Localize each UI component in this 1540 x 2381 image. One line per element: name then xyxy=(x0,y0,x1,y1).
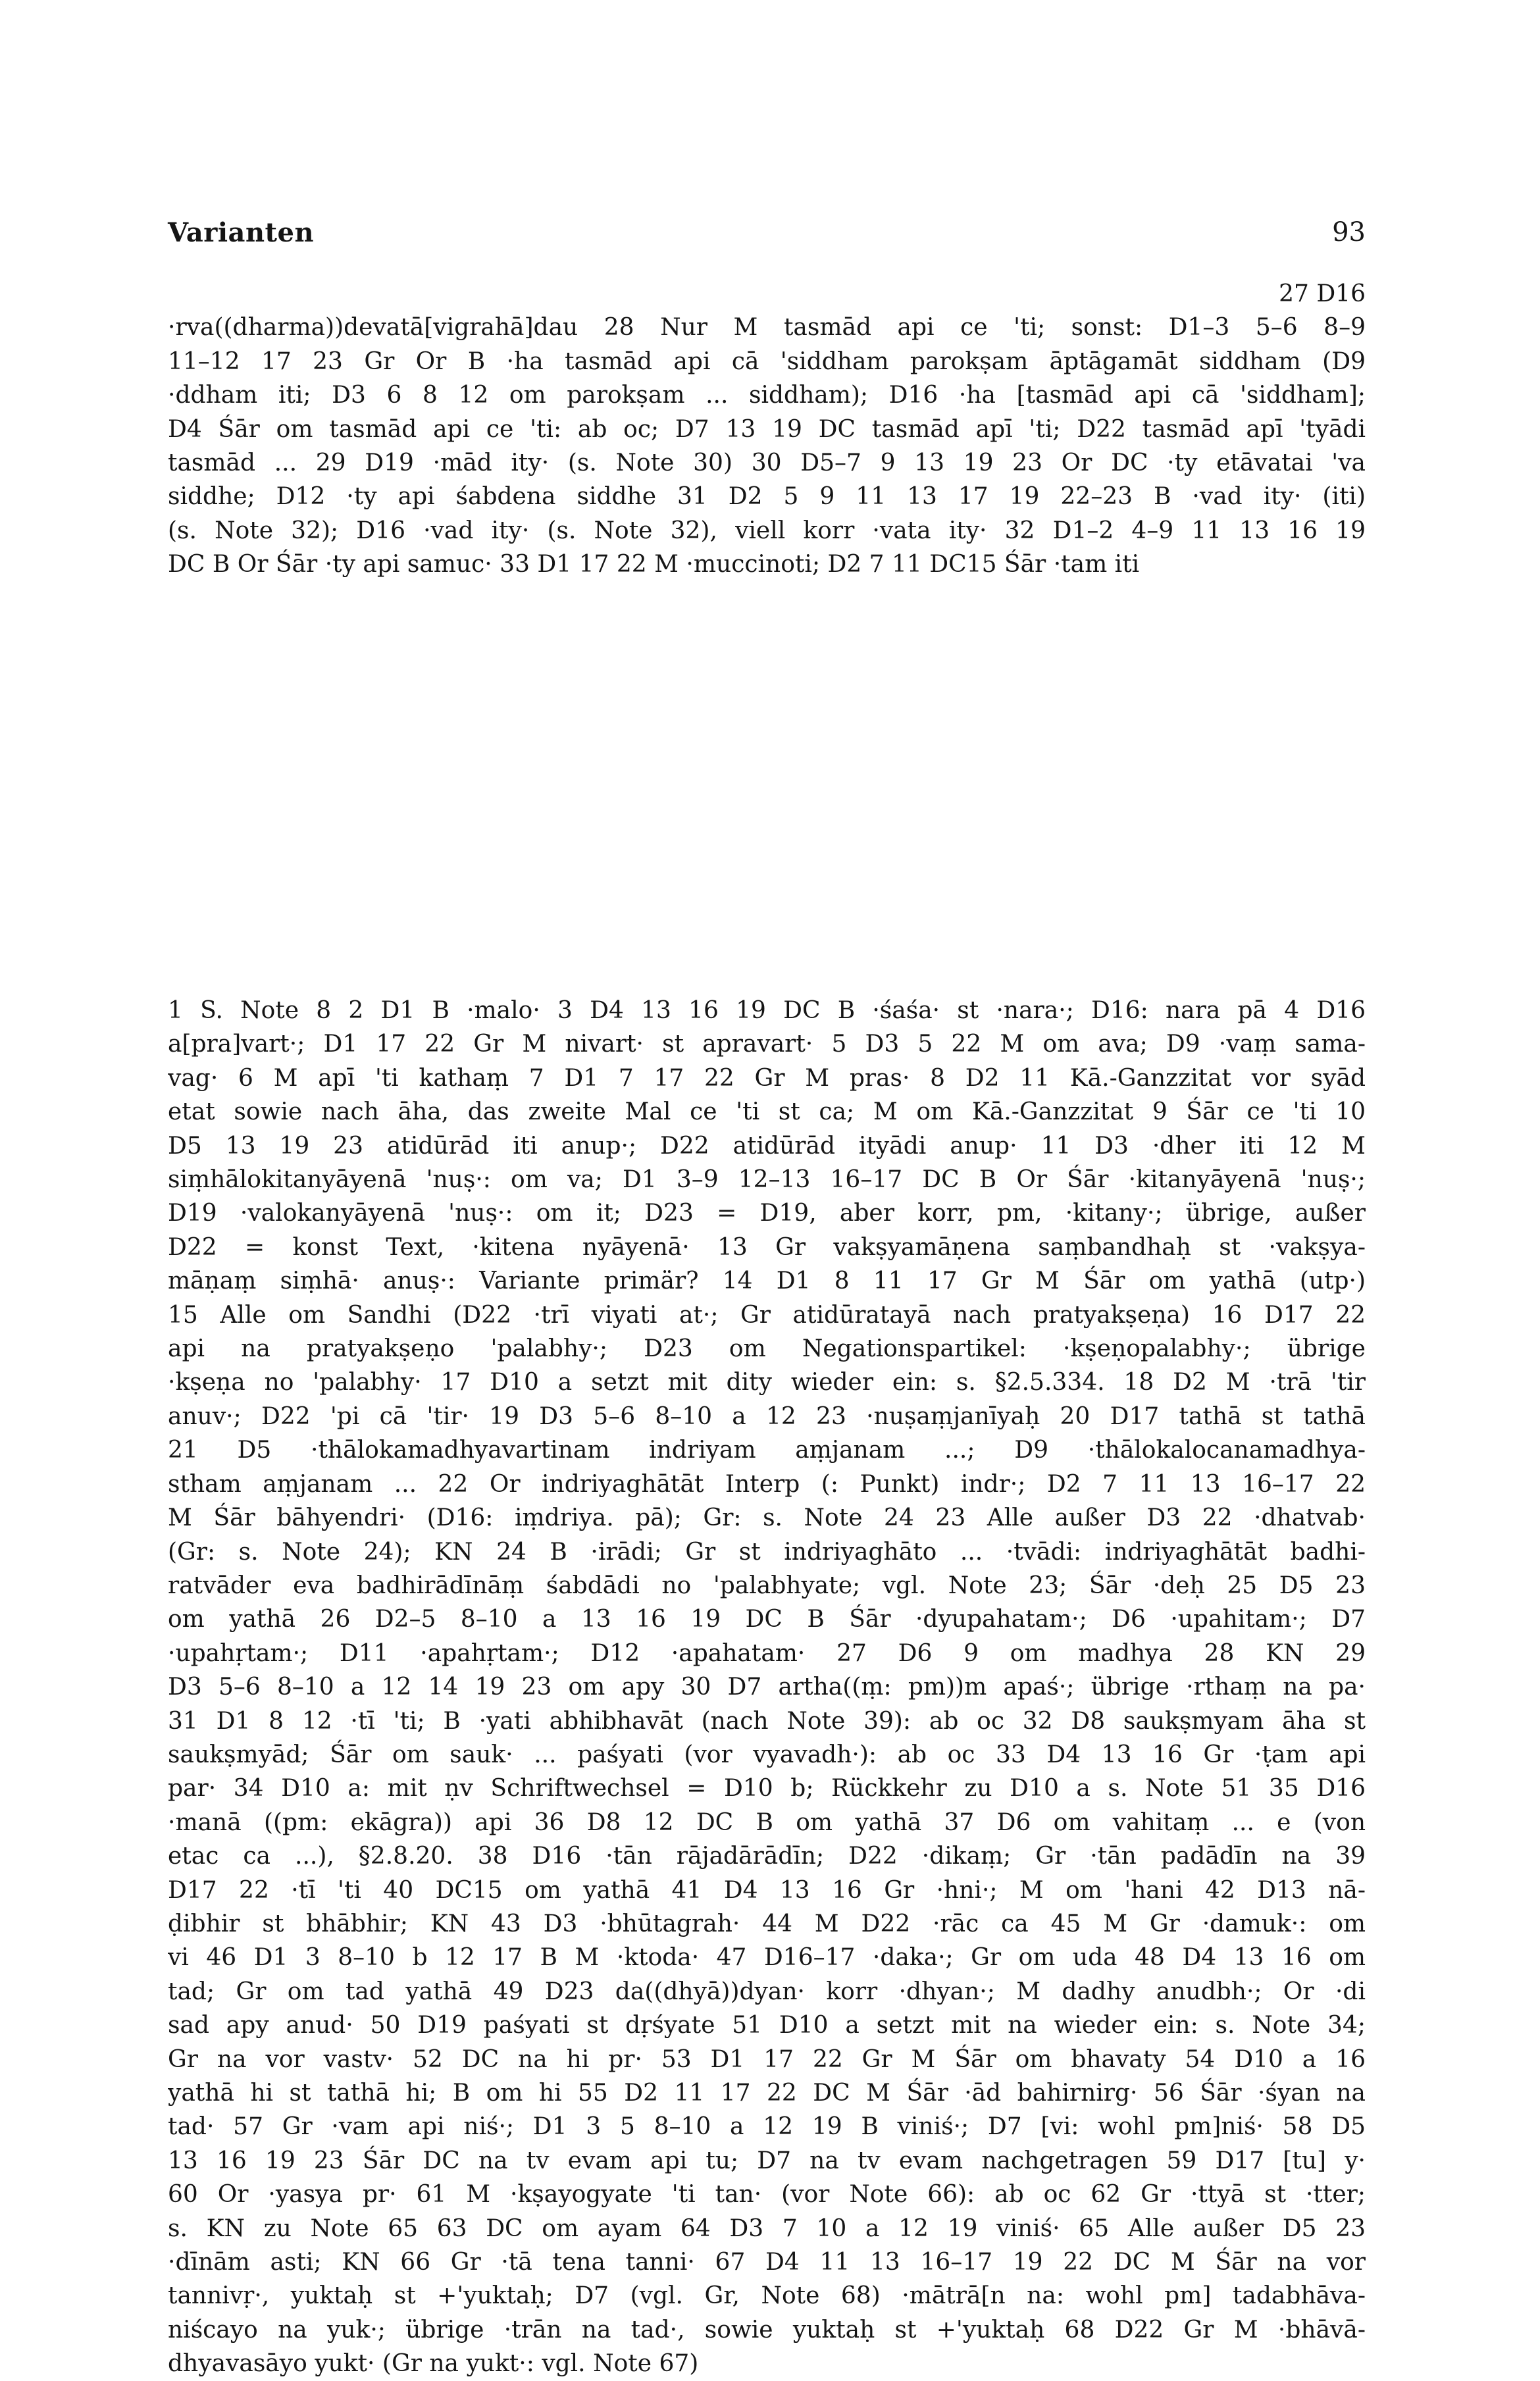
apparatus-line: Gr na vor vastv· 52 DC na hi pr· 53 D1 17 22 Gr M Śār om bhavaty 54 D10 a 16 xyxy=(168,2045,1366,2073)
apparatus-line: siddhe; D12 ·ty api śabdena siddhe 31 D2 5 9 11 13 17 19 22–23 B ·vad ity· (iti) xyxy=(168,483,1366,511)
apparatus-line: s. KN zu Note 65 63 DC om ayam 64 D3 7 10 a 12 19 viniś· 65 Alle außer D5 23 xyxy=(168,2215,1366,2242)
apparatus-line: ·rva((dharma))devatā[vigrahā]dau 28 Nur M tasmād api ce 'ti; sonst: D1–3 5–6 8–9 xyxy=(168,314,1366,342)
apparatus-line: yathā hi st tathā hi; B om hi 55 D2 11 17 22 DC M Śār ·ād bahirnirg· 56 Śār ·śyan na xyxy=(168,2080,1366,2107)
apparatus-line: tad· 57 Gr ·vam api niś·; D1 3 5 8–10 a 12 19 B viniś·; D7 [vi: wohl pm]niś· 58 D5 xyxy=(168,2113,1366,2141)
page-number: 93 xyxy=(1332,217,1366,247)
apparatus-line: stham aṃjanam ... 22 Or indriyaghātāt Interp (: Punkt) indr·; D2 7 11 13 16–17 22 xyxy=(168,1470,1366,1498)
apparatus-line: sad apy anud· 50 D19 paśyati st dṛśyate 51 D10 a setzt mit na wieder ein: s. Note 34; xyxy=(168,2012,1366,2039)
apparatus-line: tannivṛ·, yuktaḥ st +'yuktaḥ; D7 (vgl. Gr, Note 68) ·mātrā[n na: wohl pm] tadabhāva- xyxy=(168,2282,1366,2310)
apparatus-line: D22 = konst Text, ·kitena nyāyenā· 13 Gr vakṣyamāṇena saṃbandhaḥ st ·vakṣya- xyxy=(168,1233,1366,1261)
apparatus-line: 15 Alle om Sandhi (D22 ·trī viyati at·; Gr atidūratayā nach pratyakṣeṇa) 16 D17 22 xyxy=(168,1301,1366,1329)
apparatus-line: om yathā 26 D2–5 8–10 a 13 16 19 DC B Śār ·dyupahatam·; D6 ·upahitam·; D7 xyxy=(168,1606,1366,1633)
apparatus-line: DC B Or Śār ·ty api samuc· 33 D1 17 22 M ·muccinoti; D2 7 11 DC15 Śār ·tam iti xyxy=(168,551,1140,578)
apparatus-line: 21 D5 ·thālokamadhyavartinam indriyam aṃjanam ...; D9 ·thālokalocanamadhya- xyxy=(168,1437,1366,1464)
apparatus-line: a[pra]vart·; D1 17 22 Gr M nivart· st apravart· 5 D3 5 22 M om ava; D9 ·vaṃ sama- xyxy=(168,1031,1366,1058)
apparatus-line: niścayo na yuk·; übrige ·trān na tad·, sowie yuktaḥ st +'yuktaḥ 68 D22 Gr M ·bhāvā- xyxy=(168,2316,1366,2343)
apparatus-line: ḍibhir st bhābhir; KN 43 D3 ·bhūtagrah· 44 M D22 ·rāc ca 45 M Gr ·damuk·: om xyxy=(168,1910,1366,1937)
apparatus-line: etat sowie nach āha, das zweite Mal ce 'ti st ca; M om Kā.-Ganzzitat 9 Śār ce 'ti 10 xyxy=(168,1098,1366,1126)
apparatus-line: etac ca ...), §2.8.20. 38 D16 ·tān rājadārādīn; D22 ·dikaṃ; Gr ·tān padādīn na 39 xyxy=(168,1843,1366,1870)
apparatus-line: saukṣmyād; Śār om sauk· ... paśyati (vor vyavadh·): ab oc 33 D4 13 16 Gr ·ṭam api xyxy=(168,1741,1366,1768)
apparatus-line: vi 46 D1 3 8–10 b 12 17 B M ·ktoda· 47 D16–17 ·daka·; Gr om uda 48 D4 13 16 om xyxy=(168,1944,1366,1972)
apparatus-line: ·ddham iti; D3 6 8 12 om parokṣam ... siddham); D16 ·ha [tasmād api cā 'siddham]; xyxy=(168,382,1366,409)
apparatus-line: 27 D16 xyxy=(1279,280,1366,307)
apparatus-line: māṇaṃ siṃhā· anuṣ·: Variante primär? 14 D1 8 11 17 Gr M Śār om yathā (utp·) xyxy=(168,1267,1366,1295)
apparatus-line: api na pratyakṣeṇo 'palabhy·; D23 om Negationspartikel: ·kṣeṇopalabhy·; übrige xyxy=(168,1335,1366,1363)
apparatus-line: D5 13 19 23 atidūrād iti anup·; D22 atidūrād ityādi anup· 11 D3 ·dher iti 12 M xyxy=(168,1132,1366,1160)
page-header xyxy=(168,217,1366,257)
apparatus-line: M Śār bāhyendri· (D16: iṃdriya. pā); Gr: s. Note 24 23 Alle außer D3 22 ·dhatvab· xyxy=(168,1504,1366,1532)
apparatus-line: dhyavasāyo yukt· (Gr na yukt·: vgl. Note 67) xyxy=(168,2350,699,2378)
apparatus-line: vag· 6 M apī 'ti kathaṃ 7 D1 7 17 22 Gr M pras· 8 D2 11 Kā.-Ganzzitat vor syād xyxy=(168,1064,1366,1092)
apparatus-line: tasmād ... 29 D19 ·mād ity· (s. Note 30) 30 D5–7 9 13 19 23 Or DC ·ty etāvatai 'va xyxy=(168,449,1366,477)
apparatus-line: 1 S. Note 8 2 D1 B ·malo· 3 D4 13 16 19 DC B ·śaśa· st ·nara·; D16: nara pā 4 D16 xyxy=(168,997,1366,1024)
apparatus-line: par· 34 D10 a: mit ṇv Schriftwechsel = D10 b; Rückkehr zu D10 a s. Note 51 35 D16 xyxy=(168,1775,1366,1803)
apparatus-line: D3 5–6 8–10 a 12 14 19 23 om apy 30 D7 artha((ṃ: pm))m apaś·; übrige ·rthaṃ na pa· xyxy=(168,1674,1366,1701)
apparatus-line: siṃhālokitanyāyenā 'nuṣ·: om va; D1 3–9 12–13 16–17 DC B Or Śār ·kitanyāyenā 'nuṣ·; xyxy=(168,1166,1366,1194)
apparatus-line: D4 Śār om tasmād api ce 'ti: ab oc; D7 13 19 DC tasmād apī 'ti; D22 tasmād apī 'tyādi xyxy=(168,415,1366,443)
apparatus-line: ·kṣeṇa no 'palabhy· 17 D10 a setzt mit dity wieder ein: s. §2.5.334. 18 D2 M ·trā 'tir xyxy=(168,1369,1366,1396)
apparatus-line: (s. Note 32); D16 ·vad ity· (s. Note 32), viell korr ·vata ity· 32 D1–2 4–9 11 13 16 19 xyxy=(168,517,1366,544)
apparatus-line: 60 Or ·yasya pr· 61 M ·kṣayogyate 'ti tan· (vor Note 66): ab oc 62 Gr ·ttyā st ·tter; xyxy=(168,2181,1366,2209)
apparatus-line: anuv·; D22 'pi cā 'tir· 19 D3 5–6 8–10 a 12 23 ·nuṣaṃjanīyaḥ 20 D17 tathā st tathā xyxy=(168,1402,1366,1430)
apparatus-line: ratvāder eva badhirādīnāṃ śabdādi no 'palabhyate; vgl. Note 23; Śār ·deḥ 25 D5 23 xyxy=(168,1572,1366,1599)
apparatus-line: D17 22 ·tī 'ti 40 DC15 om yathā 41 D4 13 16 Gr ·hni·; M om 'hani 42 D13 nā- xyxy=(168,1876,1366,1904)
apparatus-line: D19 ·valokanyāyenā 'nuṣ·: om it; D23 = D19, aber korr, pm, ·kitany·; übrige, außer xyxy=(168,1200,1366,1227)
apparatus-line: ·dīnām asti; KN 66 Gr ·tā tena tanni· 67 D4 11 13 16–17 19 22 DC M Śār na vor xyxy=(168,2249,1366,2276)
apparatus-line: tad; Gr om tad yathā 49 D23 da((dhyā))dyan· korr ·dhyan·; M dadhy anudbh·; Or ·di xyxy=(168,1978,1366,2005)
apparatus-line: ·manā ((pm: ekāgra)) api 36 D8 12 DC B om yathā 37 D6 om vahitaṃ ... e (von xyxy=(168,1808,1366,1836)
apparatus-block-1 xyxy=(168,277,1366,582)
apparatus-line: 13 16 19 23 Śār DC na tv evam api tu; D7 na tv evam nachgetragen 59 D17 [tu] y· xyxy=(168,2147,1366,2174)
apparatus-line: (Gr: s. Note 24); KN 24 B ·irādi; Gr st indriyaghāto ... ·tvādi: indriyaghātāt badhi- xyxy=(168,1538,1366,1566)
apparatus-line: 31 D1 8 12 ·tī 'ti; B ·yati abhibhavāt (nach Note 39): ab oc 32 D8 saukṣmyam āha st xyxy=(168,1707,1366,1735)
apparatus-line: ·upahṛtam·; D11 ·apahṛtam·; D12 ·apahatam· 27 D6 9 om madhya 28 KN 29 xyxy=(168,1639,1366,1667)
apparatus-block-2 xyxy=(168,994,1366,2381)
apparatus-line: 11–12 17 23 Gr Or B ·ha tasmād api cā 'siddham parokṣam āptāgamāt siddham (D9 xyxy=(168,347,1366,375)
running-head: Varianten xyxy=(168,217,315,248)
